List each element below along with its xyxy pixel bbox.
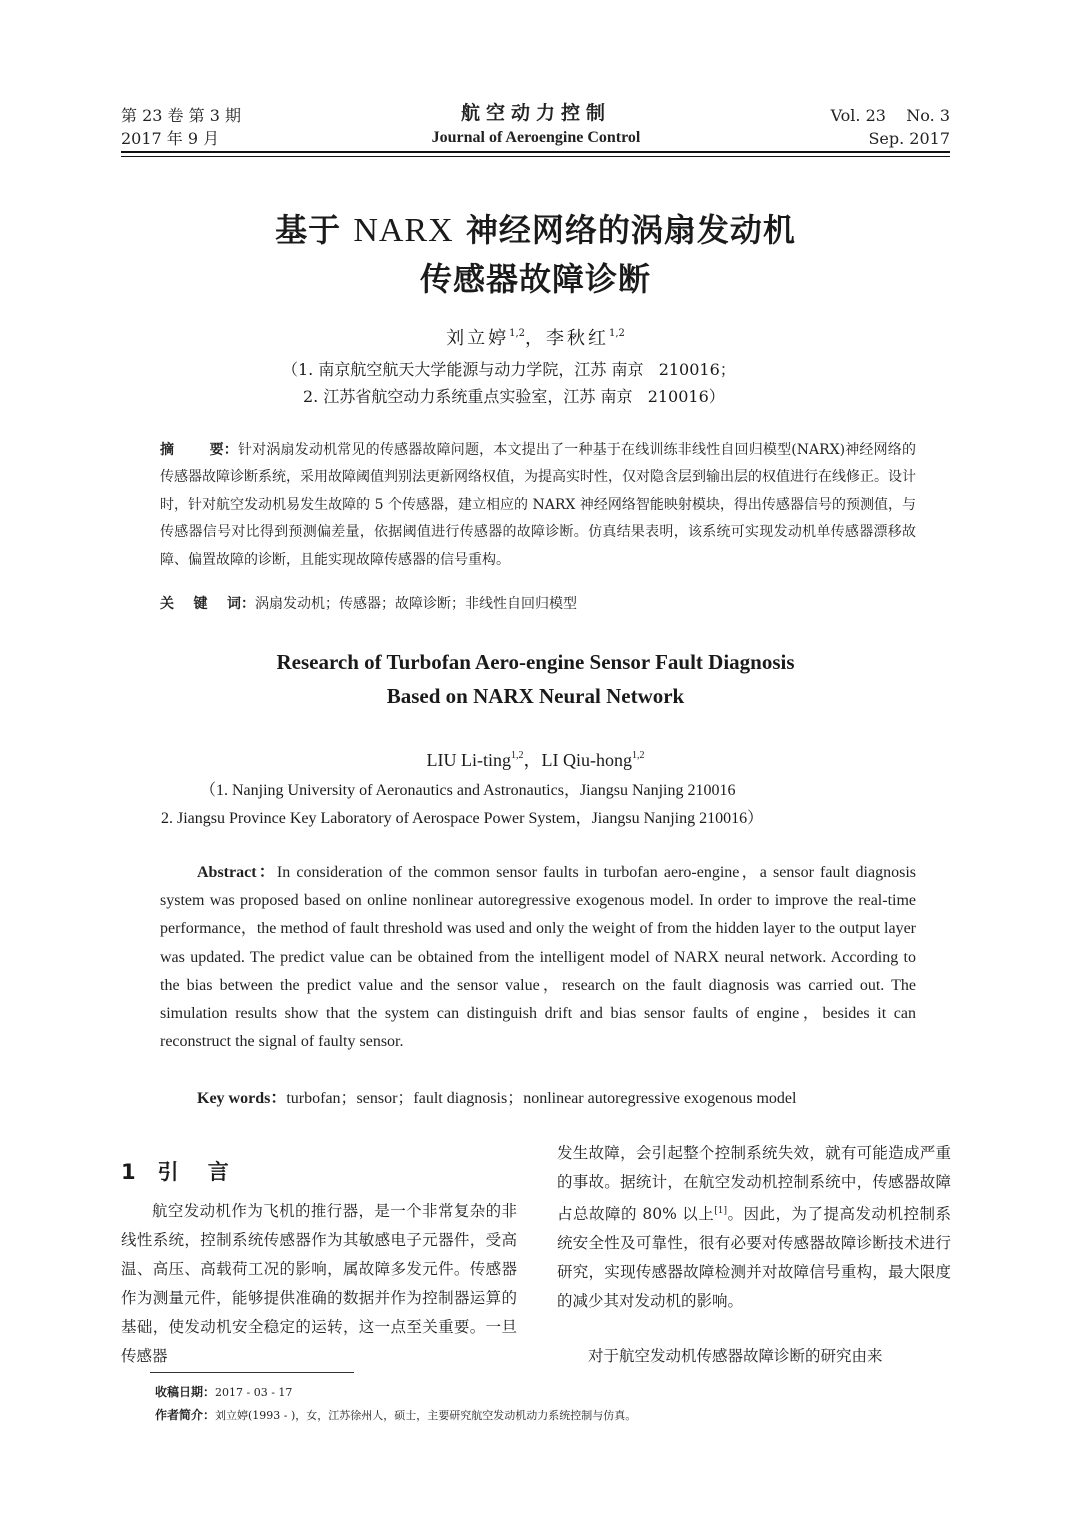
- affiliation-en-2: 2. Jiangsu Province Key Laboratory of Aerospace Power System，Jiangsu Nanjing 210016）: [161, 810, 764, 827]
- title-cn-line1: [0, 205, 1071, 251]
- section-1-right-paragraph-1: [557, 1139, 951, 1316]
- author-en-1: LIU Li-ting: [426, 750, 511, 770]
- author-cn-2: 李秋红: [546, 328, 609, 349]
- title-cn-part2: 神经网络的涡扇发动机: [453, 211, 796, 249]
- title-cn-line2: 传感器故障诊断: [419, 260, 651, 298]
- author-bio-text: 刘立婷(1993 - )，女，江苏徐州人，硕士，主要研究航空发动机动力系统控制与仿真。: [215, 1409, 637, 1422]
- author-en-sep: ，: [523, 750, 542, 770]
- abstract-en: [160, 859, 916, 1056]
- citation-ref-1: [1]: [714, 1206, 728, 1216]
- section-1-left-paragraph: 航空发动机作为飞机的推行器，是一个非常复杂的非线性系统，控制系统传感器作为其敏感电子元器件，受高温、高压、高载荷工况的影响，属故障多发元件。传感器作为测量元件，能够提供准确的数据并作为控制器运算的基础，使发动机安全稳定的运转，这一点至关重要。一旦传感器: [121, 1202, 517, 1365]
- affiliation-cn-2: 2. 江苏省航空动力系统重点实验室，江苏 南京 210016）: [303, 387, 725, 406]
- author-en-1-sup: 1,2: [511, 750, 524, 761]
- journal-title-cn: 航空动力控制: [460, 102, 611, 124]
- header-rule-bottom: [121, 156, 950, 157]
- received-date: 2017 - 03 - 17: [215, 1386, 293, 1399]
- author-cn-1: 刘立婷: [446, 328, 510, 349]
- received-label: 收稿日期：: [155, 1385, 216, 1399]
- abstract-cn-text: 针对涡扇发动机常见的传感器故障问题，本文提出了一种基于在线训练非线性自回归模型(NARX)神经网络的传感器故障诊断系统，采用故障阈值判别法更新网络权值，为提高实时性，仅对隐含层到输出层的权值进行在线修正。设计时，针对航空发动机易发生故障的 5 个传感器，建立相应的 NARX 神经网络智能映射模块，得出传感器信号的预测值，与传感器信号对比得到预测偏差量，依据阈值进行传感器的故障诊断。仿真结果表明，该系统可实现发动机单传感器漂移故障、偏置故障的诊断，且能实现故障传感器的信号重构。: [160, 442, 916, 568]
- keywords-cn-text: 涡扇发动机；传感器；故障诊断；非线性自回归模型: [255, 596, 577, 612]
- authors-en: [0, 746, 1071, 772]
- title-en-line2: Based on NARX Neural Network: [386, 684, 685, 708]
- abstract-en-text: In consideration of the common sensor faults in turbofan aero-engine，a sensor fault diagnosis system was proposed based on online nonlinear autoregressive exogenous model. In order to improve the real-time performance，the method of fault threshold was used and only the weight of from the hidden layer to the output layer was updated. The predict value can be obtained from the intelligent model of NARX neural network. According to the bias between the predict value and the sensor value，research on the fault diagnosis was carried out. The simulation results show that the system can distinguish drift and bias sensor faults of engine，besides it can reconstruct the signal of faulty sensor.: [160, 864, 916, 1051]
- title-cn-narx: NARX: [353, 212, 454, 249]
- affiliation-en-1: （1. Nanjing University of Aeronautics and Astronautics，Jiangsu Nanjing 210016: [200, 782, 736, 799]
- footnote-rule: [150, 1372, 354, 1373]
- author-cn-2-sup: 1,2: [609, 328, 625, 339]
- keywords-en-text: turbofan；sensor；fault diagnosis；nonlinear autoregressive exogenous model: [286, 1090, 797, 1107]
- keywords-en: [197, 1085, 916, 1113]
- header-rule-top: [121, 151, 950, 153]
- affiliation-cn-1: （1. 南京航空航天大学能源与动力学院，江苏 南京 210016；: [282, 360, 736, 379]
- right-para1-text-b: 。因此，为了提高发动机控制系统安全性及可靠性，很有必要对传感器故障诊断技术进行研究，实现传感器故障检测并对故障信号重构，最大限度的减少其对发动机的影响。: [557, 1205, 951, 1311]
- author-en-2: LI Qiu-hong: [541, 750, 632, 770]
- abstract-cn: [160, 437, 916, 574]
- footnote-received: [155, 1382, 292, 1403]
- title-cn-part1: 基于: [275, 211, 354, 249]
- abstract-cn-label: 摘 要：: [160, 442, 238, 458]
- right-para1-text-a: 发生故障，会引起整个控制系统失效，就有可能造成严重的事故。据统计，在航空发动机控制系统中，传感器故障占总故障的 80% 以上: [557, 1144, 951, 1224]
- keywords-cn-label: 关 键 词：: [160, 596, 255, 612]
- author-en-2-sup: 1,2: [631, 750, 645, 761]
- date-en: Sep. 2017: [868, 129, 950, 148]
- section-1-heading: 1 引 言: [121, 1160, 229, 1184]
- keywords-cn: [160, 591, 916, 618]
- author-cn-1-sup: 1,2: [509, 328, 525, 339]
- volume-en: Vol. 23 No. 3: [830, 106, 950, 125]
- author-bio-label: 作者简介：: [155, 1408, 216, 1422]
- authors-cn: [0, 324, 1071, 350]
- title-en-line1: Research of Turbofan Aero-engine Sensor Fault Diagnosis: [276, 650, 795, 674]
- section-1-right-paragraph-2: 对于航空发动机传感器故障诊断的研究由来: [588, 1347, 883, 1365]
- issue-cn: 第 23 卷 第 3 期: [121, 106, 241, 125]
- footnote-author-bio: [155, 1405, 636, 1426]
- journal-title-en: Journal of Aeroengine Control: [431, 129, 641, 146]
- date-cn: 2017 年 9 月: [121, 129, 220, 148]
- author-cn-sep: ，: [525, 328, 546, 349]
- keywords-en-label: Key words：: [197, 1090, 287, 1107]
- abstract-en-label: Abstract：: [197, 864, 277, 881]
